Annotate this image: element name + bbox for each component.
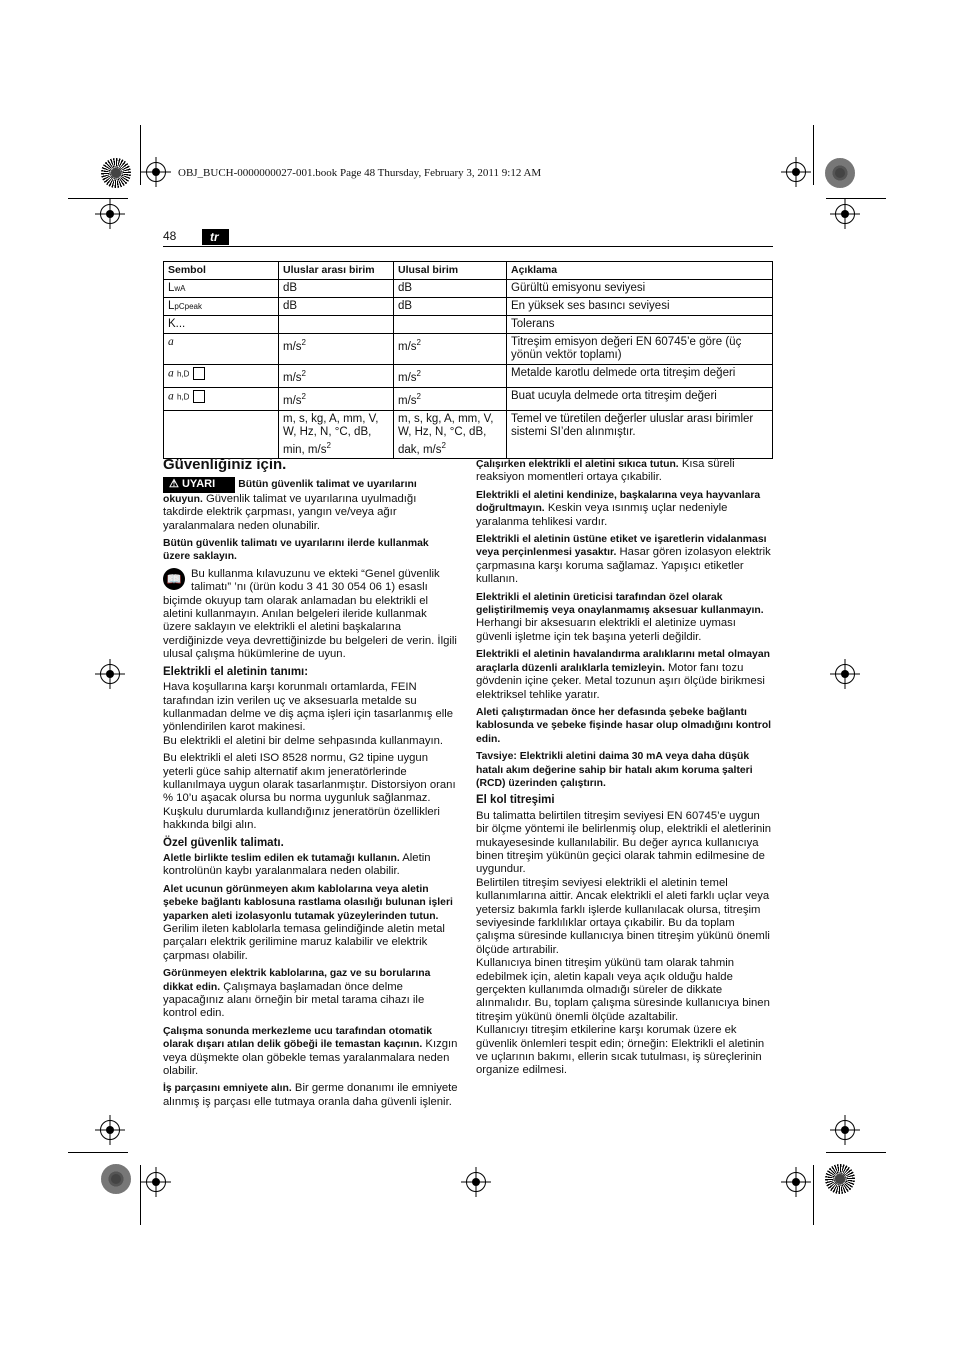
desc-cell: En yüksek ses basıncı seviyesi bbox=[507, 298, 773, 316]
safety-item: Görünmeyen elektrik kablolarına, gaz ve su borularına dikkat edin. Çalışmaya başlamadan önce delme yapacağınız alanı örneğin bir metal tarama cihazı ile kontrol edin. bbox=[163, 968, 431, 1020]
intl-unit-cell bbox=[279, 316, 394, 334]
registration-mark-icon bbox=[786, 162, 806, 182]
desc-cell: Metalde karotlu delmede orta titreşim değeri bbox=[507, 365, 773, 388]
national-unit-cell: $m/s^2$ bbox=[394, 365, 507, 388]
table-row bbox=[164, 410, 773, 459]
registration-mark-icon bbox=[466, 1172, 486, 1192]
color-rosette-icon bbox=[101, 1164, 131, 1194]
twist-drill-icon bbox=[193, 390, 205, 403]
warning-triangle-icon: ⚠ bbox=[169, 478, 179, 491]
vibration-p4: Kullanıcıyı titreşim etkilerine karşı korumak üzere ek güvenlik önlemleri tespit edin; örneğin: Elektrikli el aletinin ve uçlarının bakımı, ellerin sıcak tutulması, iş süreçlerinin organize edilmesi. bbox=[476, 1024, 765, 1077]
registration-mark-icon bbox=[835, 204, 855, 224]
safety-item: Aletle birlikte teslim edilen ek tutamağı kullanın. Aletin kontrolünün kaybı yaralanmalara neden olabilir. bbox=[163, 851, 431, 878]
national-unit-cell: m, s, kg, A, mm, V, W, Hz, N, °C, dB, dak, $m/s^2$ bbox=[394, 410, 507, 459]
national-unit-cell: dB bbox=[394, 298, 507, 316]
intl-unit-cell: dB bbox=[279, 280, 394, 298]
table-row bbox=[164, 316, 773, 334]
desc-p3: Bu elektrikli el aleti ISO 8528 normu, G2 tipine uygun yeterli güce sahip alternatif akım jeneratörlerinde kullanılmaya uygun olarak tasarlanmıştır. Distorsiyon oranı % 10’u aşacak olursa bu norma uygunluk sağlanmaz. Kuşkulu durumlarda kullandığınız jeneratörün özellikleri hakkında bilgi alın. bbox=[163, 752, 456, 832]
safety-item: Aleti çalıştırmadan önce her defasında şebeke bağlantı kablosunda ve şebeke fişinde hasar olup olmadığını kontrol edin. bbox=[476, 706, 772, 745]
symbol-cell: LwA bbox=[164, 280, 279, 298]
safety-item: Elektrikli el aletinin havalandırma aralıklarını metal olmayan araçlarla düzenli aralıklarla temizleyin. Motor fanı tozu gövdenin içine çeker. Metal tozunun aşırı ölçüde birikmesi elektriksel tehlike yaratır. bbox=[476, 649, 770, 701]
desc-cell: Tolerans bbox=[507, 316, 773, 334]
table-header-row bbox=[164, 262, 773, 280]
safety-item: Çalışırken elektrikli el aletini sıkıca tutun. Kısa süreli reaksiyon momentleri ortaya çıkabilir. bbox=[476, 458, 735, 484]
intl-unit-cell: $m/s^2$ bbox=[279, 387, 394, 410]
registration-mark-icon bbox=[100, 204, 120, 224]
header-rule bbox=[163, 246, 773, 247]
table-row bbox=[164, 334, 773, 365]
safety-item: Tavsiye: Elektrikli aletini daima 30 mA veya daha düşük hatalı akım değerine sahip bir hatalı akım koruma şalteri (RCD) üzerinden çalıştırın. bbox=[476, 751, 753, 789]
read-manual-icon: 📖 bbox=[163, 568, 185, 590]
col-header-symbol: Sembol bbox=[164, 262, 279, 280]
safety-item: Elektrikli el aletinin üstüne etiket ve işaretlerin vidalanması veya perçinlenmesi yasaktır. Hasar gören izolasyon elektrik çarpmasına karşı koruma sağlamaz. Yapışıcı etiketler kullanın. bbox=[476, 534, 771, 586]
registration-mark-icon bbox=[100, 1120, 120, 1140]
vibration-p1: Bu talimatta belirtilen titreşim seviyesi EN 60745’e uygun bir ölçme yöntemi ile belirlenmiş olup, elektrikli el aletlerinin mukayesesinde kullanılabilir. Bu değer ayrıca kullanıcıya binen titreşim yükünün geçici olarak tahmin edilmesine de uygundur. bbox=[476, 809, 772, 876]
symbol-cell: a h,D bbox=[164, 365, 279, 388]
safety-item: Alet ucunun görünmeyen akım kablolarına veya aletin şebeke bağlantı kablosuna rastlama olasılığı bulunan işleri yaparken aleti izolasyonlu tutamak yüzeylerinden tutun. Gerilim ileten kablolarla temasa gelindiğinde aletin metal parçaları elektrik gerilimine maruz kalabilir ve elektrik çarpması olabilir. bbox=[163, 883, 453, 962]
national-unit-cell: $m/s^2$ bbox=[394, 387, 507, 410]
col-header-intl: Uluslar arası birim bbox=[279, 262, 394, 280]
desc-cell: Buat ucuyla delmede orta titreşim değeri bbox=[507, 387, 773, 410]
registration-mark-icon bbox=[146, 162, 166, 182]
safety-item: Elektrikli el aletinin üreticisi tarafından özel olarak geliştirilmemiş veya onaylanmamış aksesuar kullanmayın. Herhangi bir aksesuarın elektrikli el aletinize uyması güvenli işletme için tek başına yeterli değildir. bbox=[476, 591, 764, 643]
intl-unit-cell: dB bbox=[279, 298, 394, 316]
desc-heading: Elektrikli el aletinin tanımı: bbox=[163, 665, 309, 678]
right-column bbox=[476, 458, 773, 1078]
symbol-cell: a bbox=[164, 334, 279, 365]
manual-paragraph: 📖 Bu kullanma kılavuzunu ve ekteki “Genel güvenlik talimatı” ’nı (ürün kodu 3 41 30 054 06 1) esaslı biçimde okuyup tam olarak anlamadan bu elektrikli el aletini kullanmayın. Anılan belgeleri ileride kullanmak üzere saklayın ve elektrikli el aletini başkalarına verdiğinizde veya devrettiğinizde bu belgeleri de verin. İlgili ulusal çalışma hükümlerine de uyun. bbox=[163, 567, 457, 661]
section-title: Güvenliğiniz için. bbox=[163, 456, 287, 473]
intl-unit-cell: $m/s^2$ bbox=[279, 334, 394, 365]
book-file-line: OBJ_BUCH-0000000027-001.book Page 48 Thursday, February 3, 2011 9:12 AM bbox=[178, 167, 542, 179]
symbol-cell: a h,D bbox=[164, 387, 279, 410]
table-row bbox=[164, 280, 773, 298]
keep-instructions: Bütün güvenlik talimatı ve uyarılarını ilerde kullanmak üzere saklayın. bbox=[163, 538, 429, 563]
safety-item: Çalışma sonunda merkezleme ucu tarafından otomatik olarak dışarı atılan delik göbeği ile temastan kaçının. Kızgın veya düşmekte olan göbekle temas yaralanmalara neden olabilir. bbox=[163, 1025, 458, 1078]
vibration-heading: El kol titreşimi bbox=[476, 794, 555, 807]
table-row bbox=[164, 298, 773, 316]
symbol-cell: LpCpeak bbox=[164, 298, 279, 316]
table-row bbox=[164, 387, 773, 410]
national-unit-cell: $m/s^2$ bbox=[394, 334, 507, 365]
symbol-cell: K... bbox=[164, 316, 279, 334]
intl-unit-cell: m, s, kg, A, mm, V, W, Hz, N, °C, dB, min, $m/s^2$ bbox=[279, 410, 394, 459]
desc-cell: Gürültü emisyonu seviyesi bbox=[507, 280, 773, 298]
national-unit-cell: dB bbox=[394, 280, 507, 298]
vibration-p3: Kullanıcıya binen titreşim yükünü tam olarak tahmin edebilmek için, aletin kapalı veya açık olduğu halde gerçekten kullanımda olmadığı süreler de dikkate alınmalıdır. Bu, toplam çalışma süresinde kullanıcıya binen titreşim yükünü önemli ölçüde azaltabilir. bbox=[476, 957, 770, 1023]
safety-item: İş parçasını emniyete alın. Bir germe donanımı ile emniyete alınmış iş parçası elle tutmaya oranla daha güvenli işlenir. bbox=[163, 1082, 458, 1108]
desc-cell: Titreşim emisyon değeri EN 60745’e göre (üç yönün vektör toplamı) bbox=[507, 334, 773, 365]
registration-mark-icon bbox=[100, 664, 120, 684]
desc-cell: Temel ve türetilen değerler uluslar arası birimler sistemi SI’den alınmıştır. bbox=[507, 410, 773, 459]
col-header-national: Ulusal birim bbox=[394, 262, 507, 280]
language-tab: tr bbox=[202, 229, 229, 245]
national-unit-cell bbox=[394, 316, 507, 334]
registration-mark-icon bbox=[146, 1172, 166, 1192]
registration-mark-icon bbox=[835, 664, 855, 684]
warning-badge: ⚠ UYARI bbox=[163, 477, 235, 492]
color-rosette-icon bbox=[825, 1164, 855, 1194]
page-number: 48 bbox=[163, 229, 177, 243]
color-rosette-icon bbox=[825, 158, 855, 188]
col-header-desc: Açıklama bbox=[507, 262, 773, 280]
desc-p1: Hava koşullarına karşı korunmalı ortamlarda, FEIN tarafından izin verilen uç ve aksesuarla metalde su kullanmadan delme ve diş açma işleri için tasarlanmış elle yönlendirilen karot makinesi. bbox=[163, 681, 454, 734]
core-drill-icon bbox=[193, 367, 205, 380]
safety-item: Elektrikli el aletini kendinize, başkalarına veya hayvanlara doğrultmayın. Keskin veya ısınmış uçlar nedeniyle yaralanma tehlikesi vardır. bbox=[476, 489, 761, 528]
warning-paragraph: ⚠ UYARI Bütün güvenlik talimat ve uyarılarını okuyun. Güvenlik talimat ve uyarılarına uyulmadığı takdirde elektrik çarpması, yangın ve/veya ağır yaralanmalara neden olunabilir. bbox=[163, 478, 417, 532]
symbol-table bbox=[163, 261, 773, 459]
desc-p2: Bu elektrikli el aletini bir delme sehpasında kullanmayın. bbox=[163, 734, 444, 747]
registration-mark-icon bbox=[786, 1172, 806, 1192]
special-heading: Özel güvenlik talimatı. bbox=[163, 836, 284, 849]
symbol-cell bbox=[164, 410, 279, 459]
left-column bbox=[163, 458, 458, 1113]
table-row bbox=[164, 365, 773, 388]
registration-mark-icon bbox=[835, 1120, 855, 1140]
color-rosette-icon bbox=[101, 158, 131, 188]
vibration-p2: Belirtilen titreşim seviyesi elektrikli el aletinin temel kullanımlarına aittir. Ancak elektrikli el aleti farklı uçlar veya yetersiz bakımla farklı işlerde kullanılacak olursa, titreşim seviyesinde farklılıklar ortaya çıkabilir. Bu da toplam çalışma süresinde kullanıcıya binen titreşim yükünü önemli ölçüde artırabilir. bbox=[476, 876, 770, 956]
intl-unit-cell: $m/s^2$ bbox=[279, 365, 394, 388]
